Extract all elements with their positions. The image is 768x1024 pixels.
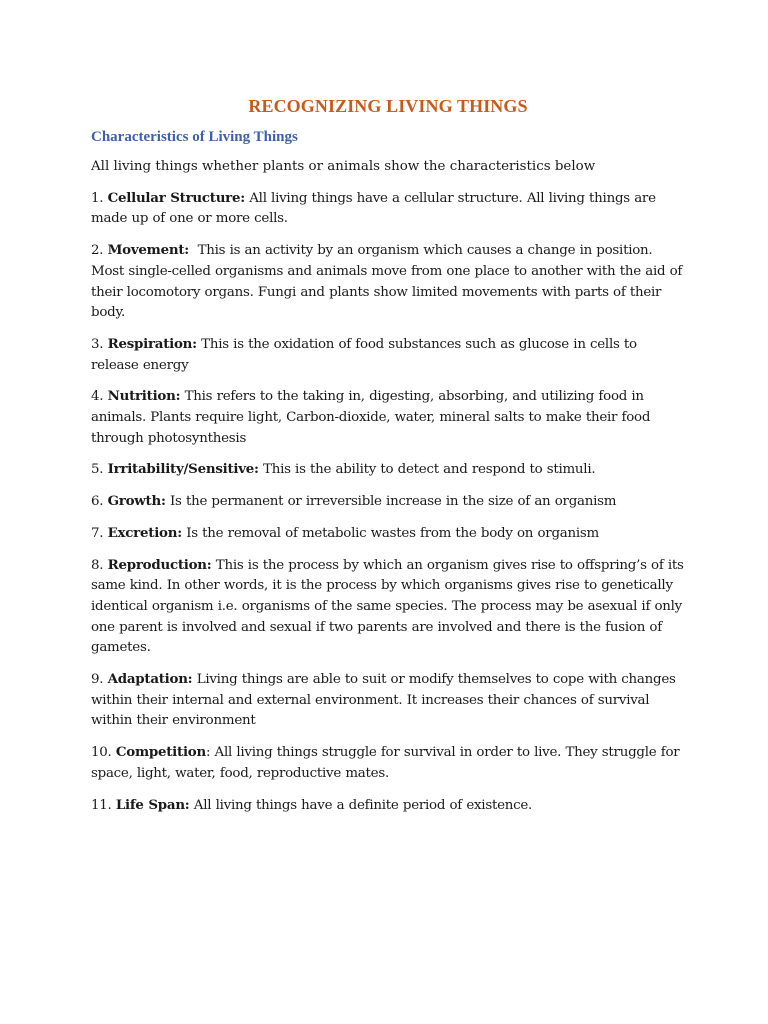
item-number: 2. [91, 243, 108, 259]
item-number: 9. [91, 672, 108, 688]
item-number: 1. [91, 190, 108, 206]
item-number: 8. [91, 557, 108, 573]
document-page [91, 94, 685, 826]
item-text: All living things have a cellular structure. All living things are made up of one or more cells. [91, 190, 656, 227]
list-item-growth [91, 491, 685, 513]
list-item-competition [91, 742, 685, 784]
item-text: This is an activity by an organism which causes a change in position. Most single-celled organisms and animals move from one place to another with the aid of their locomotory organs. Fungi and plants show limited movements with parts of their body. [91, 243, 687, 321]
item-term: Excretion: [107, 524, 182, 541]
list-item-reproduction [91, 555, 685, 660]
item-text: This is the process by which an organism gives rise to offspring’s of its same kind. In other words, it is the process by which organisms gives rise to genetically identical organism i.e. organisms of the same species. The process may be asexual if only one parent is involved and sexual if two parents are involved and there is the fusion of gametes. [91, 557, 684, 656]
list-item-nutrition [91, 386, 685, 449]
item-text: : All living things struggle for survival in order to live. They struggle for space, light, water, food, reproductive mates. [91, 745, 680, 781]
item-text: Living things are able to suit or modify themselves to cope with changes within their internal and external environment. It increases their chances of survival within their environment [91, 672, 676, 729]
item-text: This is the ability to detect and respond to stimuli. [258, 462, 596, 478]
item-term: Reproduction: [107, 556, 212, 573]
item-term: Adaptation: [107, 671, 193, 688]
item-term: Growth: [107, 493, 166, 510]
item-number: 10. [91, 745, 116, 761]
list-item-movement [91, 240, 685, 324]
item-number: 7. [91, 525, 108, 541]
item-term: Competition [115, 744, 206, 761]
item-term: Nutrition: [107, 388, 181, 405]
item-number: 3. [91, 336, 108, 352]
list-item-respiration [91, 334, 685, 376]
item-number: 4. [91, 389, 108, 405]
item-text: Is the removal of metabolic wastes from the body on organism [181, 525, 599, 541]
list-item-cellular-structure [91, 188, 685, 230]
list-item-excretion [91, 523, 685, 545]
list-item-adaptation [91, 669, 685, 732]
item-term: Life Span: [115, 796, 190, 813]
item-number: 5. [91, 462, 108, 478]
item-term: Cellular Structure: [107, 189, 245, 206]
item-term: Movement: [107, 242, 189, 259]
item-text: All living things have a definite period of existence. [189, 797, 533, 813]
list-item-irritability [91, 459, 685, 481]
characteristics-list [91, 188, 685, 817]
intro-paragraph: All living things whether plants or animals show the characteristics below [91, 159, 596, 174]
item-number: 11. [91, 797, 116, 813]
item-text: This is the oxidation of food substances such as glucose in cells to release energy [91, 336, 637, 373]
list-item-life-span [91, 795, 685, 817]
item-number: 6. [91, 494, 108, 510]
item-text: Is the permanent or irreversible increase in the size of an organism [165, 494, 617, 510]
item-text: This refers to the taking in, digesting, absorbing, and utilizing food in animals. Plants require light, Carbon-dioxide, water, mineral salts to make their food through photosynthesis [91, 389, 651, 446]
section-heading: Characteristics of Living Things [91, 129, 298, 145]
document-title: RECOGNIZING LIVING THINGS [248, 96, 528, 116]
item-term: Irritability/Sensitive: [107, 461, 259, 478]
item-term: Respiration: [107, 335, 197, 352]
